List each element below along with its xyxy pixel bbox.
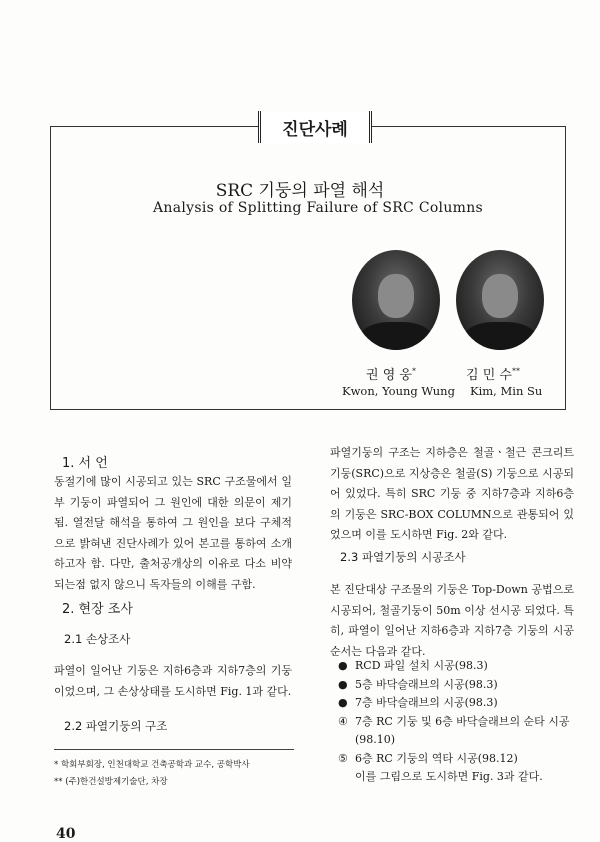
footnote-2: ** (주)한건설방제기술단, 차장: [54, 777, 168, 787]
heading-site-survey: 2. 현장 조사: [62, 602, 133, 617]
list-item: ④ 7층 RC 기둥 및 6층 바닥슬래브의 순타 시공(98.10): [338, 714, 570, 746]
intro-paragraph: 동절기에 많이 시공되고 있는 SRC 구조물에서 일부 기둥이 파열되어 그 원인에 대한 의문이 제기됨. 열전달 해석을 통하여 그 원인을 보다 구체적으로 밝혀낸 진단사례가 있어 본고를 통하여 소개하고자 함. 다만, 출처공개상의 이유로 다소 비약되는점 없지 않으니 독자들의 이해를 구함.: [54, 475, 292, 591]
footnote-1: * 학회부회장, 인천대학교 건축공학과 교수, 공학박사: [54, 760, 250, 770]
page-number: 40: [56, 826, 76, 842]
construction-steps: [338, 657, 578, 787]
author-name-en-kim: Kim, Min Su: [470, 384, 543, 398]
closing-sentence: 이를 그림으로 도시하면 Fig. 3과 같다.: [355, 770, 543, 783]
section-tag: 진단사례: [258, 111, 372, 143]
construction-paragraph: 본 진단대상 구조물의 기둥은 Top-Down 공법으로 시공되어, 철골기둥이 50m 이상 선시공 되었다. 특히, 파열이 일어난 지하6층과 지하7층 기둥의 시공순서는 다음과 같다.: [330, 583, 574, 658]
heading-damage-survey: 2.1 손상조사: [64, 632, 131, 646]
heading-introduction: 1. 서 언: [62, 456, 108, 471]
author-name-ko-kwon: 권 영 웅*: [366, 366, 416, 383]
title-korean: SRC 기둥의 파열 해석: [215, 181, 385, 201]
damage-paragraph: 파열이 일어난 기둥은 지하6층과 지하7층의 기둥이었으며, 그 손상상태를 도시하면 Fig. 1과 같다.: [54, 664, 292, 698]
heading-column-structure: 2.2 파열기둥의 구조: [64, 719, 168, 733]
list-item: ● RCD 파일 설치 시공(98.3): [338, 659, 488, 672]
author-name-ko-kim: 김 민 수**: [466, 366, 520, 383]
heading-construction-survey: 2.3 파열기둥의 시공조사: [340, 550, 466, 564]
list-item: ⑤ 6층 RC 기둥의 역타 시공(98.12): [338, 751, 518, 765]
author-name-en-kwon: Kwon, Young Wung: [342, 384, 455, 398]
author-photo-kwon: [352, 250, 440, 350]
list-item: ● 5층 바닥슬래브의 시공(98.3): [338, 677, 498, 691]
title-english: Analysis of Splitting Failure of SRC Columns: [152, 200, 484, 216]
author-photo-kim: [456, 250, 544, 350]
list-item: ● 7층 바닥슬래브의 시공(98.3): [338, 696, 498, 709]
structure-paragraph: 파열기둥의 구조는 지하층은 철골ㆍ철근 콘크리트기둥(SRC)으로 지상층은 철골(S) 기둥으로 시공되어 있었다. 특히 SRC 기둥 중 지하7층과 지하6층의 기둥은 SRC-BOX COLUMN으로 관통되어 있었으며 이를 도시하면 Fig. 2와 같다.: [330, 446, 574, 541]
footnote-rule: [54, 749, 294, 750]
